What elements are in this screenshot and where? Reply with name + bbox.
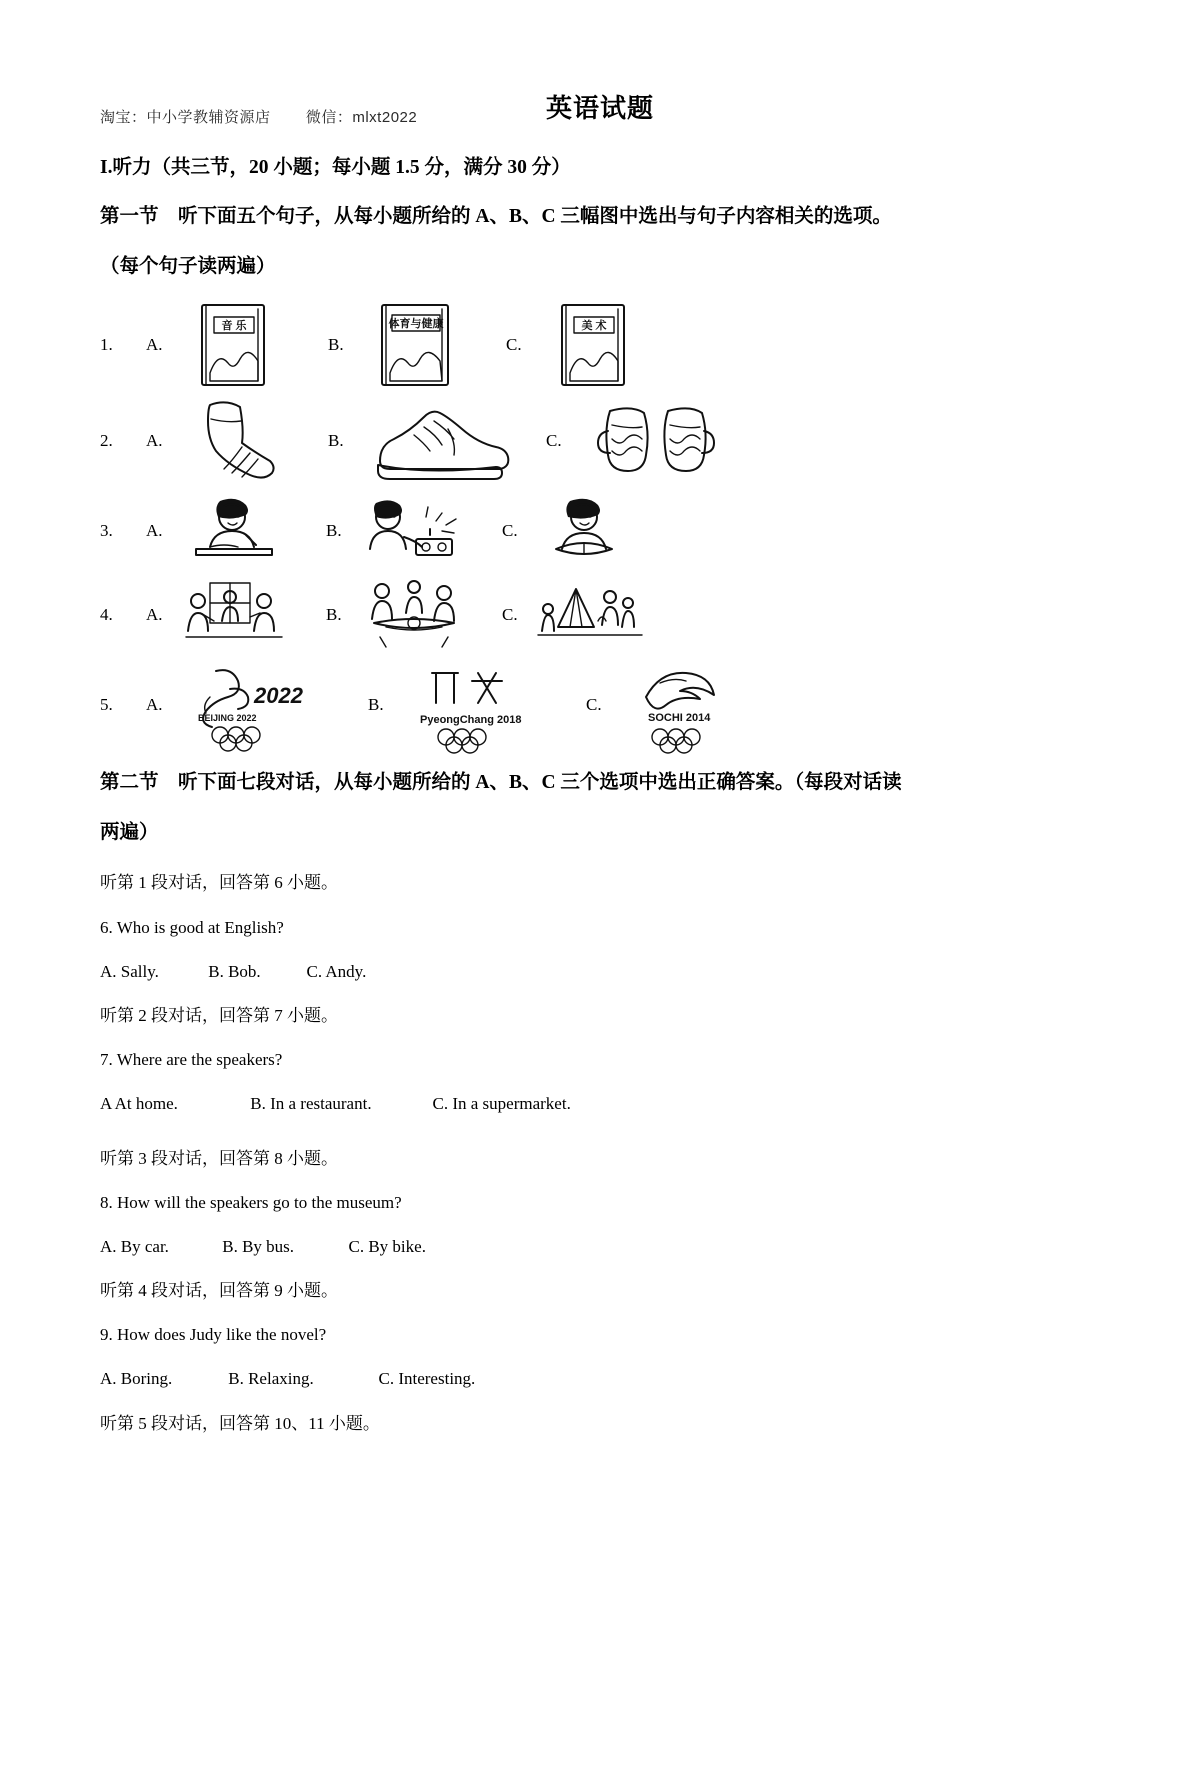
option-label: C. — [506, 335, 522, 355]
table-row — [100, 299, 1100, 391]
option-b[interactable]: B. In a restaurant. — [250, 1094, 372, 1114]
option-a[interactable]: A. Boring. — [100, 1369, 173, 1389]
option-b[interactable]: B. Bob. — [208, 961, 261, 981]
option-label: B. — [326, 605, 342, 625]
textbook-art-icon — [540, 299, 650, 391]
sneaker-icon — [362, 395, 512, 487]
dialogue-intro-5: 听第 5 段对话，回答第 10、11 小题。 — [100, 1413, 380, 1433]
option-label: B. — [328, 335, 344, 355]
section2-subheading: 两遍） — [100, 822, 159, 844]
option-label: A. — [146, 605, 163, 625]
option-c[interactable]: C. By bike. — [348, 1236, 426, 1256]
section2-heading: 第二节 听下面七段对话，从每小题所给的 A、B、C 三个选项中选出正确答案。（每段对话读 — [100, 772, 902, 794]
beijing-2022-logo-icon — [180, 659, 330, 751]
question-number: 1. — [100, 335, 113, 355]
question-number: 2. — [100, 431, 113, 451]
option-c — [502, 491, 644, 571]
part-heading: I.听力（共三节，20 小题；每小题 1.5 分，满分 30 分） — [100, 157, 571, 178]
option-c[interactable]: C. Interesting. — [378, 1369, 476, 1389]
option-a — [146, 491, 288, 571]
option-label: C. — [546, 431, 562, 451]
page-title: 英语试题 — [545, 94, 654, 123]
table-row — [100, 659, 1100, 751]
option-b — [328, 395, 512, 487]
logo-caption: SOCHI 2014 — [648, 712, 711, 725]
option-a — [146, 299, 290, 391]
book-caption: 美 术 — [581, 320, 607, 333]
watermark — [100, 106, 417, 127]
question-number: 5. — [100, 695, 113, 715]
section1-heading: 第一节 听下面五个句子，从每小题所给的 A、B、C 三幅图中选出与句子内容相关的选项。 — [100, 206, 892, 228]
option-b — [326, 491, 468, 571]
section1-subheading: （每个句子读两遍） — [100, 256, 276, 278]
option-b — [328, 299, 472, 391]
option-c — [546, 395, 730, 487]
family-camping-icon — [536, 575, 644, 655]
option-a[interactable]: A. By car. — [100, 1236, 169, 1256]
table-row — [100, 575, 1100, 655]
sochi-2014-logo-icon — [620, 659, 770, 751]
option-a[interactable]: A At home. — [100, 1094, 178, 1114]
dialogue-list — [100, 869, 1100, 1436]
option-b — [368, 659, 552, 751]
option-a[interactable]: A. Sally. — [100, 961, 159, 981]
option-label: C. — [586, 695, 602, 715]
family-housework-icon — [180, 575, 288, 655]
option-a — [146, 575, 288, 655]
dialogue-intro-4: 听第 4 段对话，回答第 9 小题。 — [100, 1281, 338, 1301]
table-row — [100, 395, 1100, 487]
dialogue-intro-2: 听第 2 段对话，回答第 7 小题。 — [100, 1005, 338, 1025]
option-a — [146, 659, 330, 751]
option-label: A. — [146, 431, 163, 451]
question-6: 6. Who is good at English? — [100, 917, 284, 937]
option-label: C. — [502, 521, 518, 541]
option-label: A. — [146, 335, 163, 355]
sock-icon — [180, 395, 290, 487]
family-dinner-icon — [360, 575, 468, 655]
table-row — [100, 491, 1100, 571]
question-7: 7. Where are the speakers? — [100, 1050, 283, 1070]
option-c[interactable]: C. In a supermarket. — [432, 1094, 571, 1114]
option-label: B. — [368, 695, 384, 715]
boy-writing-icon — [180, 491, 288, 571]
question-9: 9. How does Judy like the novel? — [100, 1325, 327, 1345]
option-b[interactable]: B. By bus. — [222, 1236, 295, 1256]
question-8-options — [100, 1233, 1100, 1260]
question-number: 4. — [100, 605, 113, 625]
svg-text:2022: 2022 — [254, 683, 303, 709]
option-label: C. — [502, 605, 518, 625]
book-caption: 体育与健康 — [388, 318, 444, 331]
option-b — [326, 575, 468, 655]
question-6-options — [100, 958, 1100, 985]
watermark-wechat: 微信：mlxt2022 — [305, 109, 418, 126]
option-label: B. — [328, 431, 344, 451]
question-9-options — [100, 1365, 1100, 1392]
watermark-shop: 淘宝：中小学教辅资源店 — [100, 109, 271, 126]
option-c — [502, 575, 644, 655]
mittens-icon — [580, 395, 730, 487]
textbook-pe-health-icon — [362, 299, 472, 391]
question-8: 8. How will the speakers go to the museum? — [100, 1192, 402, 1212]
question-7-options — [100, 1090, 1100, 1117]
boy-reading-book-icon — [536, 491, 644, 571]
pyeongchang-2018-logo-icon — [402, 659, 552, 751]
dialogue-intro-3: 听第 3 段对话，回答第 8 小题。 — [100, 1148, 338, 1168]
exam-page — [0, 88, 1200, 1786]
option-c — [506, 299, 650, 391]
question-number: 3. — [100, 521, 113, 541]
picture-question-list — [100, 299, 1100, 751]
option-a — [146, 395, 290, 487]
option-c — [586, 659, 770, 751]
book-caption: 音 乐 — [221, 320, 247, 333]
dialogue-intro-1: 听第 1 段对话，回答第 6 小题。 — [100, 873, 338, 893]
option-label: B. — [326, 521, 342, 541]
logo-caption: BEIJING 2022 — [198, 713, 257, 724]
logo-caption: PyeongChang 2018 — [420, 714, 522, 727]
option-b[interactable]: B. Relaxing. — [228, 1369, 314, 1389]
option-label: A. — [146, 521, 163, 541]
boy-listening-radio-icon — [360, 491, 468, 571]
option-c[interactable]: C. Andy. — [306, 961, 367, 981]
textbook-music-icon — [180, 299, 290, 391]
option-label: A. — [146, 695, 163, 715]
